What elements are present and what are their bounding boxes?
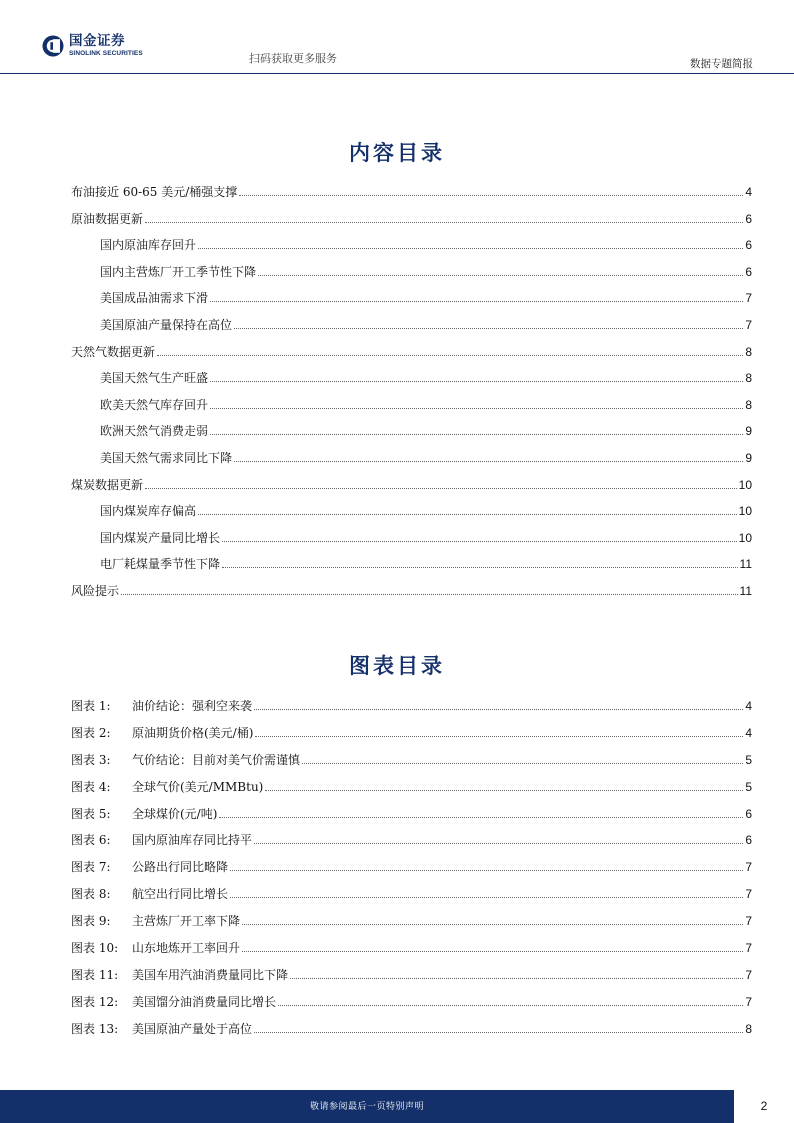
figure-number: 图表 8: bbox=[71, 887, 111, 902]
toc-page-number: 4 bbox=[745, 699, 752, 713]
dot-leader bbox=[234, 454, 743, 462]
toc-page-number: 8 bbox=[745, 1021, 752, 1036]
logo-chinese-name: 国金证券 bbox=[69, 33, 125, 49]
dot-leader bbox=[198, 507, 737, 515]
dot-leader bbox=[290, 971, 743, 979]
dot-leader bbox=[254, 837, 743, 845]
figure-caption: 航空出行同比增长 bbox=[132, 887, 229, 902]
toc-page-number: 7 bbox=[745, 887, 752, 902]
toc-page-number: 6 bbox=[745, 211, 752, 226]
dot-leader bbox=[242, 944, 743, 952]
toc-page-number: 7 bbox=[745, 914, 752, 929]
page-header bbox=[0, 0, 794, 80]
dot-leader bbox=[254, 1025, 743, 1033]
toc-page-number: 6 bbox=[745, 806, 752, 821]
figure-index-title: 图表目录 bbox=[349, 653, 445, 678]
figure-caption: 全球气价(美元/MMBtu) bbox=[132, 779, 264, 794]
toc-page-number: 9 bbox=[745, 424, 752, 439]
figure-entry[interactable] bbox=[71, 966, 752, 993]
toc-entry-label: 风险提示 bbox=[71, 583, 120, 598]
figure-number: 图表 11: bbox=[71, 967, 119, 982]
toc-page-number: 7 bbox=[745, 317, 752, 332]
figure-number: 图表 3: bbox=[71, 752, 111, 767]
toc-page-number: 7 bbox=[745, 994, 752, 1009]
figure-entry[interactable] bbox=[71, 724, 752, 751]
figure-entry[interactable] bbox=[71, 805, 752, 832]
toc-page-number: 9 bbox=[745, 450, 752, 465]
toc-page-number: 7 bbox=[745, 291, 752, 306]
scan-for-services-link[interactable]: 扫码获取更多服务 bbox=[249, 52, 337, 65]
figure-caption: 美国原油产量处于高位 bbox=[132, 1021, 253, 1036]
page-number: 2 bbox=[734, 1090, 794, 1123]
toc-list bbox=[71, 183, 752, 609]
toc-entry-label: 布油接近 60-65 美元/桶强支撑 bbox=[71, 185, 238, 199]
dot-leader bbox=[222, 534, 737, 542]
dot-leader bbox=[145, 215, 743, 223]
figure-number: 图表 10: bbox=[71, 941, 119, 956]
dot-leader bbox=[258, 268, 743, 276]
figure-entry[interactable] bbox=[71, 831, 752, 858]
toc-entry[interactable] bbox=[71, 263, 752, 290]
dot-leader bbox=[265, 783, 743, 791]
dot-leader bbox=[210, 401, 743, 409]
toc-entry[interactable] bbox=[71, 369, 752, 396]
figure-caption: 主营炼厂开工率下降 bbox=[132, 914, 241, 929]
dot-leader bbox=[222, 561, 738, 569]
toc-page-number: 6 bbox=[745, 833, 752, 848]
figure-number: 图表 1: bbox=[71, 699, 111, 713]
toc-entry-label: 煤炭数据更新 bbox=[71, 477, 144, 492]
toc-title: 内容目录 bbox=[349, 140, 445, 165]
figure-number: 图表 13: bbox=[71, 1021, 119, 1036]
figure-entry[interactable] bbox=[71, 697, 752, 724]
toc-entry[interactable] bbox=[71, 529, 752, 556]
toc-page-number: 8 bbox=[745, 397, 752, 412]
figure-caption: 山东地炼开工率回升 bbox=[132, 941, 241, 956]
figure-number: 图表 2: bbox=[71, 725, 111, 740]
figure-index-list bbox=[71, 697, 752, 1047]
figure-entry[interactable] bbox=[71, 1020, 752, 1047]
toc-entry[interactable] bbox=[71, 343, 752, 370]
figure-entry[interactable] bbox=[71, 885, 752, 912]
dot-leader bbox=[145, 481, 737, 489]
toc-entry-label: 国内主营炼厂开工季节性下降 bbox=[100, 264, 257, 279]
dot-leader bbox=[157, 348, 743, 356]
toc-entry[interactable] bbox=[71, 289, 752, 316]
toc-page-number: 5 bbox=[745, 752, 752, 767]
toc-page-number: 6 bbox=[745, 238, 752, 253]
toc-entry[interactable] bbox=[71, 422, 752, 449]
figure-caption: 美国车用汽油消费量同比下降 bbox=[132, 967, 289, 982]
toc-page-number: 8 bbox=[745, 371, 752, 386]
sinolink-logo-icon bbox=[42, 35, 64, 57]
toc-page-number: 10 bbox=[738, 504, 752, 519]
toc-entry[interactable] bbox=[71, 316, 752, 343]
dot-leader bbox=[210, 374, 743, 382]
toc-entry-label: 美国原油产量保持在高位 bbox=[100, 317, 233, 332]
dot-leader bbox=[302, 756, 743, 764]
toc-entry[interactable] bbox=[71, 476, 752, 503]
dot-leader bbox=[242, 917, 743, 925]
toc-page-number: 4 bbox=[745, 185, 752, 199]
toc-entry[interactable] bbox=[71, 183, 752, 210]
toc-entry-label: 原油数据更新 bbox=[71, 211, 144, 226]
company-logo bbox=[42, 33, 143, 59]
figure-caption: 全球煤价(元/吨) bbox=[132, 806, 218, 821]
figure-entry[interactable] bbox=[71, 939, 752, 966]
dot-leader bbox=[210, 295, 743, 303]
figure-caption: 美国馏分油消费量同比增长 bbox=[132, 994, 277, 1009]
toc-entry[interactable] bbox=[71, 502, 752, 529]
figure-caption: 国内原油库存同比持平 bbox=[132, 833, 253, 848]
report-type-label: 数据专题简报 bbox=[690, 58, 753, 70]
dot-leader bbox=[121, 587, 738, 595]
toc-page-number: 4 bbox=[745, 725, 752, 740]
toc-entry[interactable] bbox=[71, 449, 752, 476]
logo-english-name: SINOLINK SECURITIES bbox=[69, 49, 143, 57]
toc-page-number: 7 bbox=[745, 967, 752, 982]
dot-leader bbox=[198, 241, 743, 249]
footer-disclaimer: 敬请参阅最后一页特别声明 bbox=[309, 1102, 424, 1112]
dot-leader bbox=[230, 864, 743, 872]
figure-number: 图表 12: bbox=[71, 994, 119, 1009]
toc-page-number: 10 bbox=[738, 477, 752, 492]
figure-entry[interactable] bbox=[71, 858, 752, 885]
dot-leader bbox=[254, 702, 743, 710]
toc-entry-label: 美国天然气生产旺盛 bbox=[100, 371, 209, 386]
toc-page-number: 11 bbox=[739, 583, 752, 598]
toc-entry-label: 美国成品油需求下滑 bbox=[100, 291, 209, 306]
toc-entry[interactable] bbox=[71, 210, 752, 237]
figure-caption: 公路出行同比略降 bbox=[132, 860, 229, 875]
figure-entry[interactable] bbox=[71, 993, 752, 1020]
figure-number: 图表 9: bbox=[71, 914, 111, 929]
toc-entry-label: 电厂耗煤量季节性下降 bbox=[100, 557, 221, 572]
figure-number: 图表 6: bbox=[71, 833, 111, 848]
figure-number: 图表 7: bbox=[71, 860, 111, 875]
toc-page-number: 7 bbox=[745, 860, 752, 875]
toc-page-number: 11 bbox=[739, 557, 752, 572]
toc-entry-label: 欧洲天然气消费走弱 bbox=[100, 424, 209, 439]
dot-leader bbox=[255, 729, 743, 737]
toc-page-number: 6 bbox=[745, 264, 752, 279]
toc-entry[interactable] bbox=[71, 555, 752, 582]
toc-page-number: 10 bbox=[738, 530, 752, 545]
toc-page-number: 7 bbox=[745, 941, 752, 956]
toc-entry-label: 国内煤炭产量同比增长 bbox=[100, 530, 221, 545]
toc-entry-label: 美国天然气需求同比下降 bbox=[100, 450, 233, 465]
figure-entry[interactable] bbox=[71, 912, 752, 939]
toc-entry-label: 国内煤炭库存偏高 bbox=[100, 504, 197, 519]
figure-caption: 气价结论：目前对美气价需谨慎 bbox=[132, 752, 301, 767]
dot-leader bbox=[230, 890, 743, 898]
toc-entry[interactable] bbox=[71, 582, 752, 609]
figure-entry[interactable] bbox=[71, 778, 752, 805]
toc-entry[interactable] bbox=[71, 236, 752, 263]
toc-entry-label: 天然气数据更新 bbox=[71, 344, 156, 359]
figure-caption: 油价结论：强利空来袭 bbox=[132, 699, 253, 713]
dot-leader bbox=[210, 428, 743, 436]
dot-leader bbox=[239, 188, 743, 196]
toc-entry-label: 欧美天然气库存回升 bbox=[100, 397, 209, 412]
figure-caption: 原油期货价格(美元/桶) bbox=[132, 725, 254, 740]
figure-entry[interactable] bbox=[71, 751, 752, 778]
toc-page-number: 8 bbox=[745, 344, 752, 359]
dot-leader bbox=[219, 810, 743, 818]
header-divider bbox=[0, 73, 794, 74]
toc-page-number: 5 bbox=[745, 779, 752, 794]
figure-number: 图表 5: bbox=[71, 806, 111, 821]
figure-number: 图表 4: bbox=[71, 779, 111, 794]
dot-leader bbox=[234, 321, 743, 329]
dot-leader bbox=[278, 998, 743, 1006]
toc-entry[interactable] bbox=[71, 396, 752, 423]
toc-entry-label: 国内原油库存回升 bbox=[100, 238, 197, 253]
